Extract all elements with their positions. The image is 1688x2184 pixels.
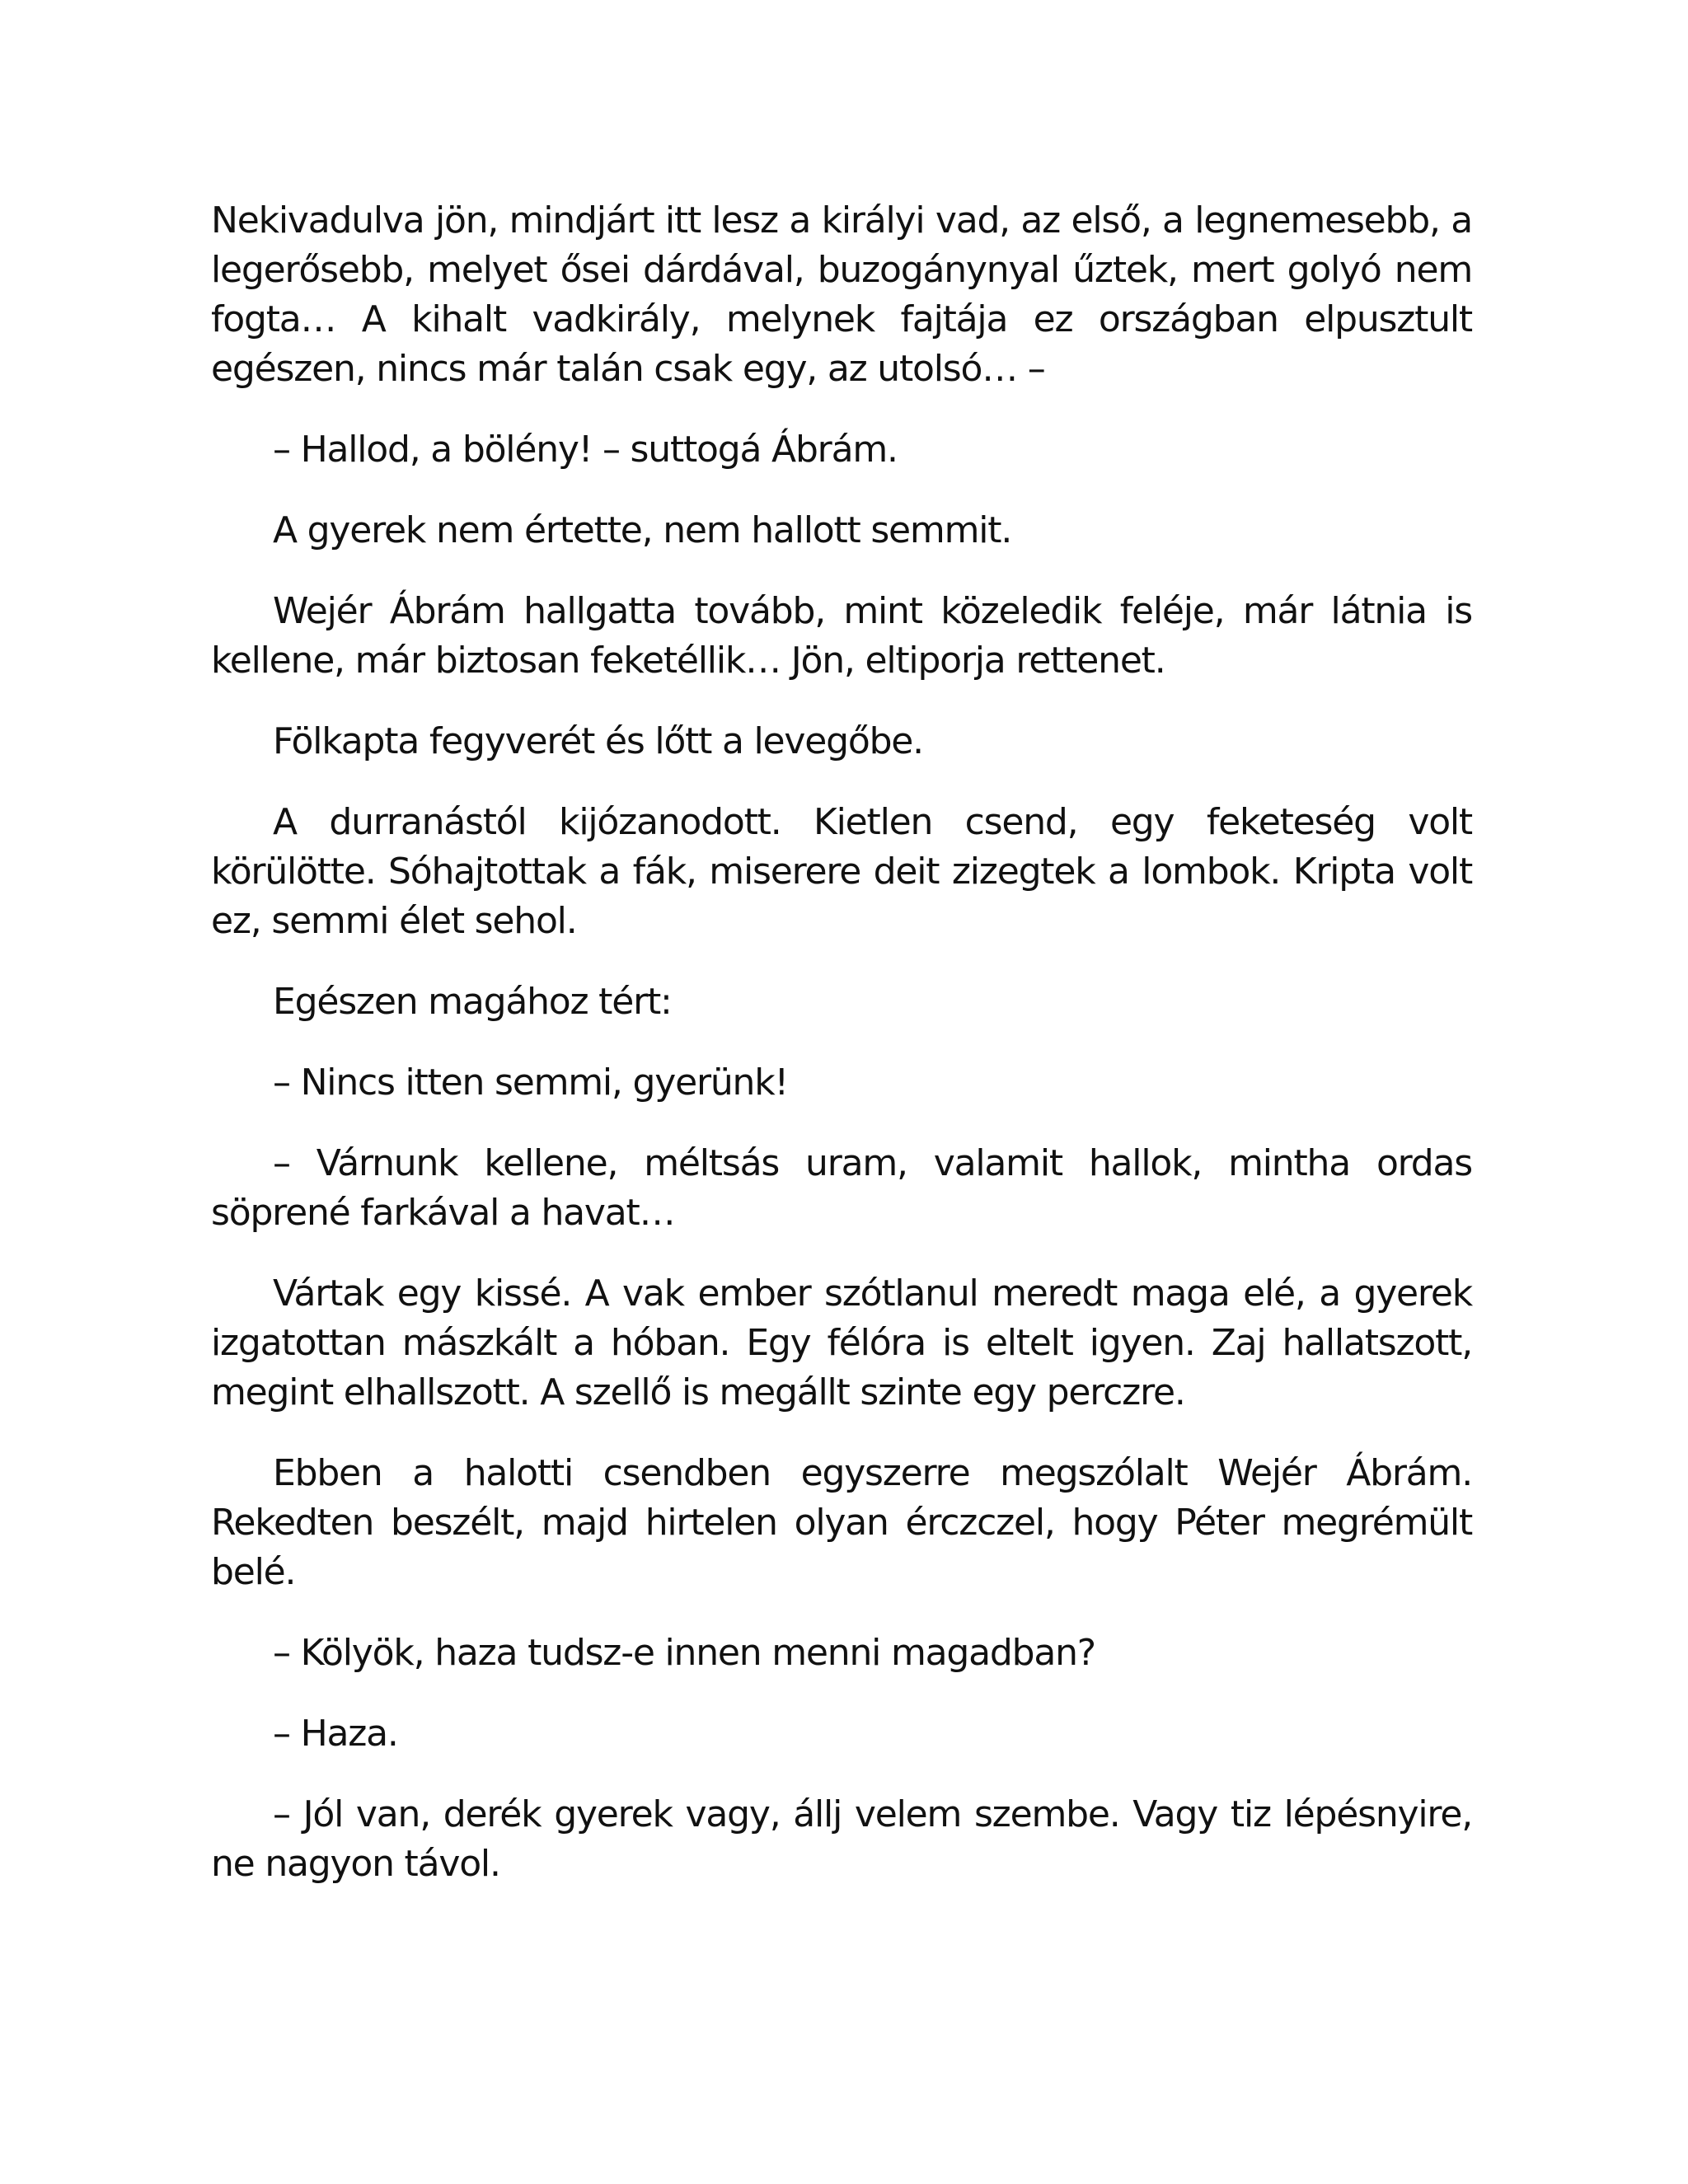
paragraph-3: A gyerek nem értette, nem hallott semmit. <box>273 509 1012 551</box>
paragraph-1: Nekivadulva jön, mindjárt itt lesz a királyi vad, az első, a legnemesebb, a legerősebb, melyet ősei dárdával, buzogánynyal űztek, mert golyó nem fogta… A kihalt vadkirály, melynek fajtája ez országban elpusztult egészen, nincs már talán csak egy, az utolsó… – <box>211 199 1472 390</box>
paragraph-10: Vártak egy kissé. A vak ember szótlanul meredt maga elé, a gyerek izgatottan mászkált a hóban. Egy félóra is eltelt igyen. Zaj hallatszott, megint elhallszott. A szellő is megállt szinte egy perczre. <box>211 1272 1472 1413</box>
document-page <box>211 196 1472 1920</box>
paragraph-11: Ebben a halotti csendben egyszerre megszólalt Wejér Ábrám. Rekedten beszélt, majd hirtelen olyan érczczel, hogy Péter megrémült belé. <box>211 1452 1472 1593</box>
paragraph-14: – Jól van, derék gyerek vagy, állj velem szembe. Vagy tiz lépésnyire, ne nagyon távol. <box>211 1793 1472 1885</box>
paragraph-9: – Várnunk kellene, méltsás uram, valamit hallok, mintha ordas söprené farkával a havat… <box>211 1142 1472 1234</box>
paragraph-8: – Nincs itten semmi, gyerünk! <box>273 1062 788 1104</box>
paragraph-13: – Haza. <box>273 1713 398 1755</box>
paragraph-2: – Hallod, a bölény! – suttogá Ábrám. <box>273 429 898 471</box>
paragraph-12: – Kölyök, haza tudsz-e innen menni magadban? <box>273 1632 1095 1674</box>
paragraph-5: Fölkapta fegyverét és lőtt a levegőbe. <box>273 720 923 762</box>
paragraph-4: Wejér Ábrám hallgatta tovább, mint közeledik feléje, már látnia is kellene, már biztosan feketéllik… Jön, eltiporja rettenet. <box>211 590 1472 682</box>
paragraph-6: A durranástól kijózanodott. Kietlen csend, egy feketeség volt körülötte. Sóhajtottak a fák, miserere deit zizegtek a lombok. Kripta volt ez, semmi élet sehol. <box>211 801 1472 942</box>
paragraph-7: Egészen magához tért: <box>273 981 672 1023</box>
